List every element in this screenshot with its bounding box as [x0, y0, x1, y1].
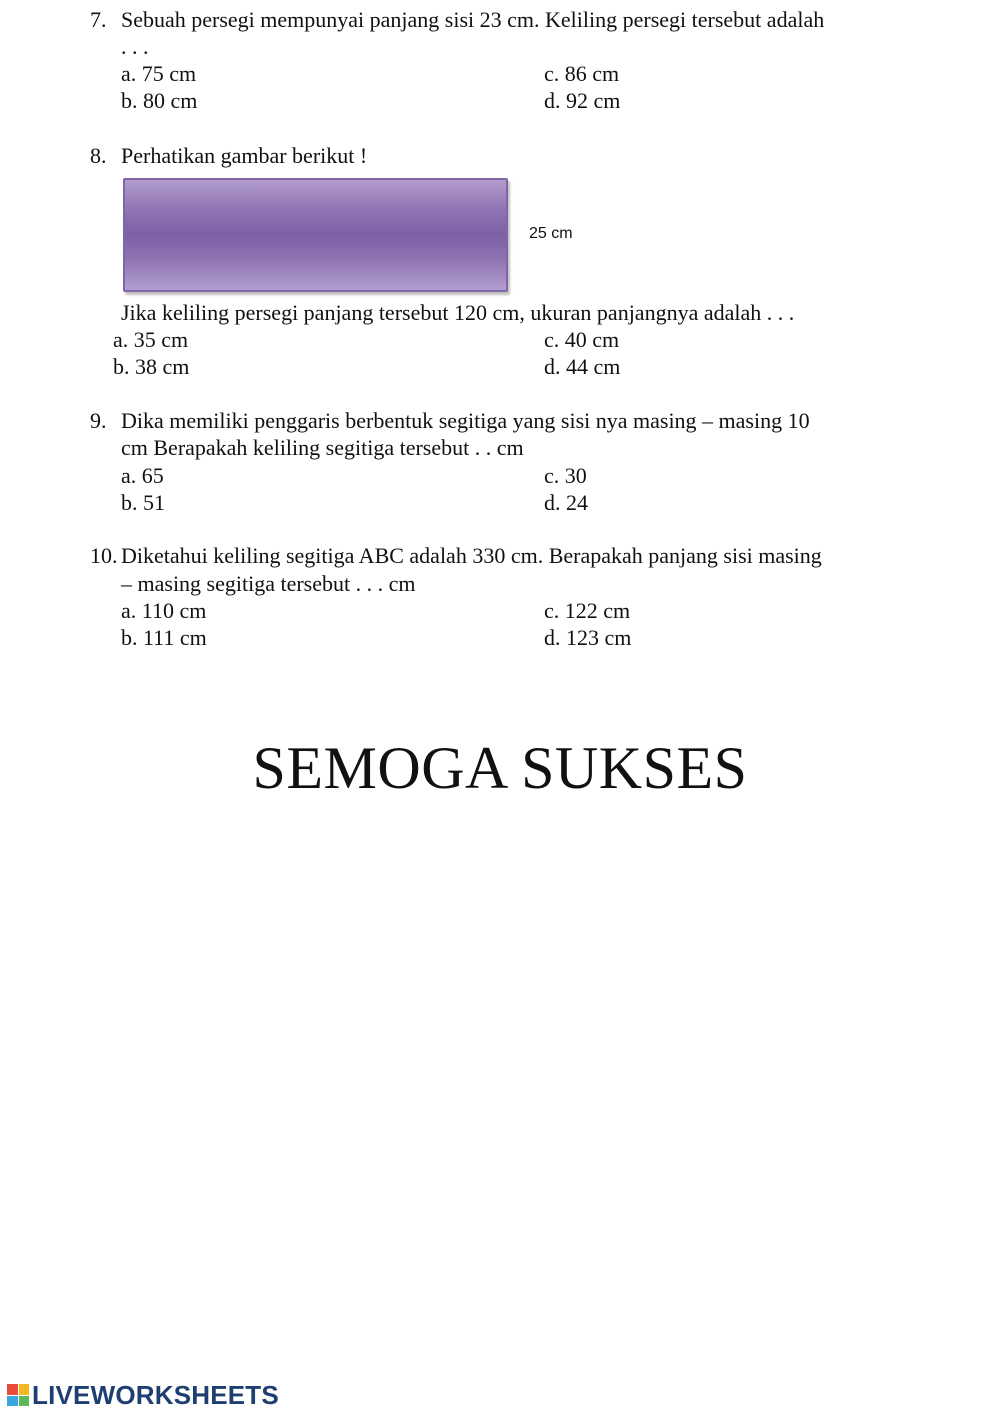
- question-text-continuation: . . .: [121, 34, 149, 59]
- question-number: 10.: [90, 543, 118, 568]
- option-c: c. 40 cm: [544, 327, 620, 352]
- question-text-continuation: – masing segitiga tersebut . . . cm: [121, 571, 416, 596]
- question-text: Sebuah persegi mempunyai panjang sisi 23 cm. Keliling persegi tersebut adalah: [121, 7, 825, 32]
- option-d: d. 123 cm: [544, 625, 632, 650]
- option-b: b. 80 cm: [121, 88, 198, 113]
- liveworksheets-logo: [7, 1381, 279, 1409]
- logo-text: LIVEWORKSHEETS: [32, 1379, 279, 1410]
- option-d: d. 24: [544, 490, 588, 515]
- question-text: Diketahui keliling segitiga ABC adalah 330 cm. Berapakah panjang sisi masing: [121, 543, 822, 568]
- question-text: Perhatikan gambar berikut !: [121, 143, 368, 168]
- question-number: 7.: [90, 7, 107, 32]
- question-number: 8.: [90, 143, 107, 168]
- question-text: Dika memiliki penggaris berbentuk segitiga yang sisi nya masing – masing 10: [121, 408, 810, 433]
- option-a: a. 35 cm: [113, 327, 189, 352]
- option-d: d. 44 cm: [544, 354, 621, 379]
- question-number: 9.: [90, 408, 107, 433]
- closing-message: SEMOGA SUKSES: [252, 735, 748, 801]
- rectangle-figure: [123, 178, 508, 292]
- option-b: b. 51: [121, 490, 165, 515]
- logo-icon: [7, 1384, 29, 1406]
- question-text: Jika keliling persegi panjang tersebut 120 cm, ukuran panjangnya adalah . . .: [121, 300, 795, 325]
- dimension-label: 25 cm: [529, 225, 573, 242]
- option-a: a. 65: [121, 463, 164, 488]
- option-b: b. 111 cm: [121, 625, 207, 650]
- option-c: c. 86 cm: [544, 61, 620, 86]
- option-c: c. 122 cm: [544, 598, 631, 623]
- option-b: b. 38 cm: [113, 354, 190, 379]
- option-a: a. 75 cm: [121, 61, 197, 86]
- option-a: a. 110 cm: [121, 598, 207, 623]
- question-text-continuation: cm Berapakah keliling segitiga tersebut . . cm: [121, 435, 524, 460]
- option-c: c. 30: [544, 463, 587, 488]
- option-d: d. 92 cm: [544, 88, 621, 113]
